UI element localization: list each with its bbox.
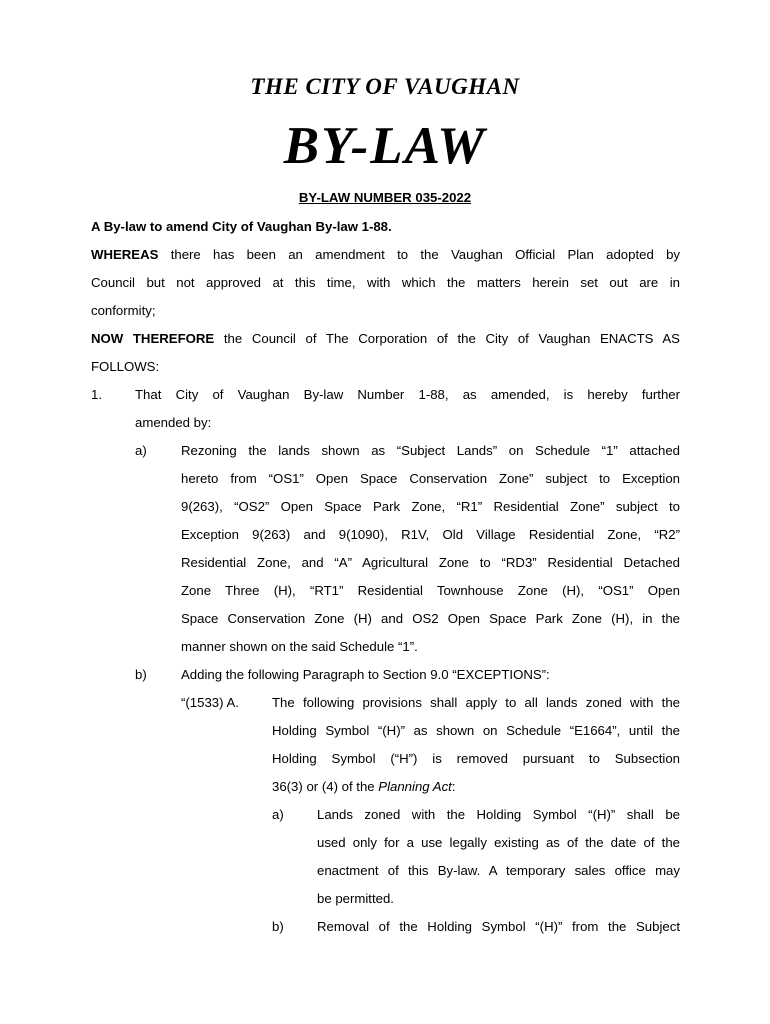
item-a-line: Zone Three (H), “RT1” Residential Townhouse Zone (H), “OS1” Open (181, 583, 680, 598)
city-title: THE CITY OF VAUGHAN (250, 74, 520, 99)
bylaw-purpose: A By-law to amend City of Vaughan By-law 1-88. (91, 219, 392, 234)
item-a-line: Exception 9(263) and 9(1090), R1V, Old Village Residential Zone, “R2” (181, 527, 680, 542)
item-1-line-2: amended by: (135, 415, 212, 430)
item-a-label: a) (135, 443, 147, 458)
sub-a-line: used only for a use legally existing as of the date of the (317, 835, 680, 850)
item-a-line: hereto from “OS1” Open Space Conservation Zone” subject to Exception (181, 471, 680, 486)
now-therefore-label: NOW THEREFORE (91, 331, 215, 346)
exception-line-2: Holding Symbol “(H)” as shown on Schedule “E1664”, until the (272, 723, 680, 738)
now-therefore-line-1: NOW THEREFORE the Council of The Corporation of the City of Vaughan ENACTS AS (91, 331, 680, 346)
item-a-line: Residential Zone, and “A” Agricultural Zone to “RD3” Residential Detached (181, 555, 680, 570)
whereas-line-3: conformity; (91, 303, 156, 318)
planning-act-title: Planning Act (378, 779, 452, 794)
sub-b-label: b) (272, 919, 284, 934)
exception-line-3: Holding Symbol (“H”) is removed pursuant to Subsection (272, 751, 680, 766)
sub-b-line-1: Removal of the Holding Symbol “(H)” from the Subject (317, 919, 680, 934)
item-a-line: 9(263), “OS2” Open Space Park Zone, “R1” Residential Zone” subject to (181, 499, 680, 514)
item-1-number: 1. (91, 387, 102, 402)
whereas-line-1: WHEREAS there has been an amendment to the Vaughan Official Plan adopted by (91, 247, 680, 262)
exception-line-4: 36(3) or (4) of the Planning Act: (272, 779, 456, 794)
item-a-line: manner shown on the said Schedule “1”. (181, 639, 418, 654)
item-a-line: Space Conservation Zone (H) and OS2 Open Space Park Zone (H), in the (181, 611, 680, 626)
item-a-line: Rezoning the lands shown as “Subject Lands” on Schedule “1” attached (181, 443, 680, 458)
whereas-line-2: Council but not approved at this time, with which the matters herein set out are in (91, 275, 680, 290)
item-b-label: b) (135, 667, 147, 682)
sub-a-line: Lands zoned with the Holding Symbol “(H)” shall be (317, 807, 680, 822)
bylaw-number: BY-LAW NUMBER 035-2022 (298, 190, 472, 205)
item-b-line-1: Adding the following Paragraph to Section 9.0 “EXCEPTIONS”: (181, 667, 550, 682)
whereas-label: WHEREAS (91, 247, 159, 262)
exception-line-1: The following provisions shall apply to all lands zoned with the (272, 695, 680, 710)
exception-label: “(1533) A. (181, 695, 239, 710)
now-therefore-line-2: FOLLOWS: (91, 359, 160, 374)
sub-a-line: enactment of this By-law. A temporary sales office may (317, 863, 680, 878)
sub-a-label: a) (272, 807, 284, 822)
sub-a-line: be permitted. (317, 891, 394, 906)
bylaw-heading: BY-LAW (283, 117, 487, 175)
item-1-line-1: That City of Vaughan By-law Number 1-88, as amended, is hereby further (135, 387, 680, 402)
